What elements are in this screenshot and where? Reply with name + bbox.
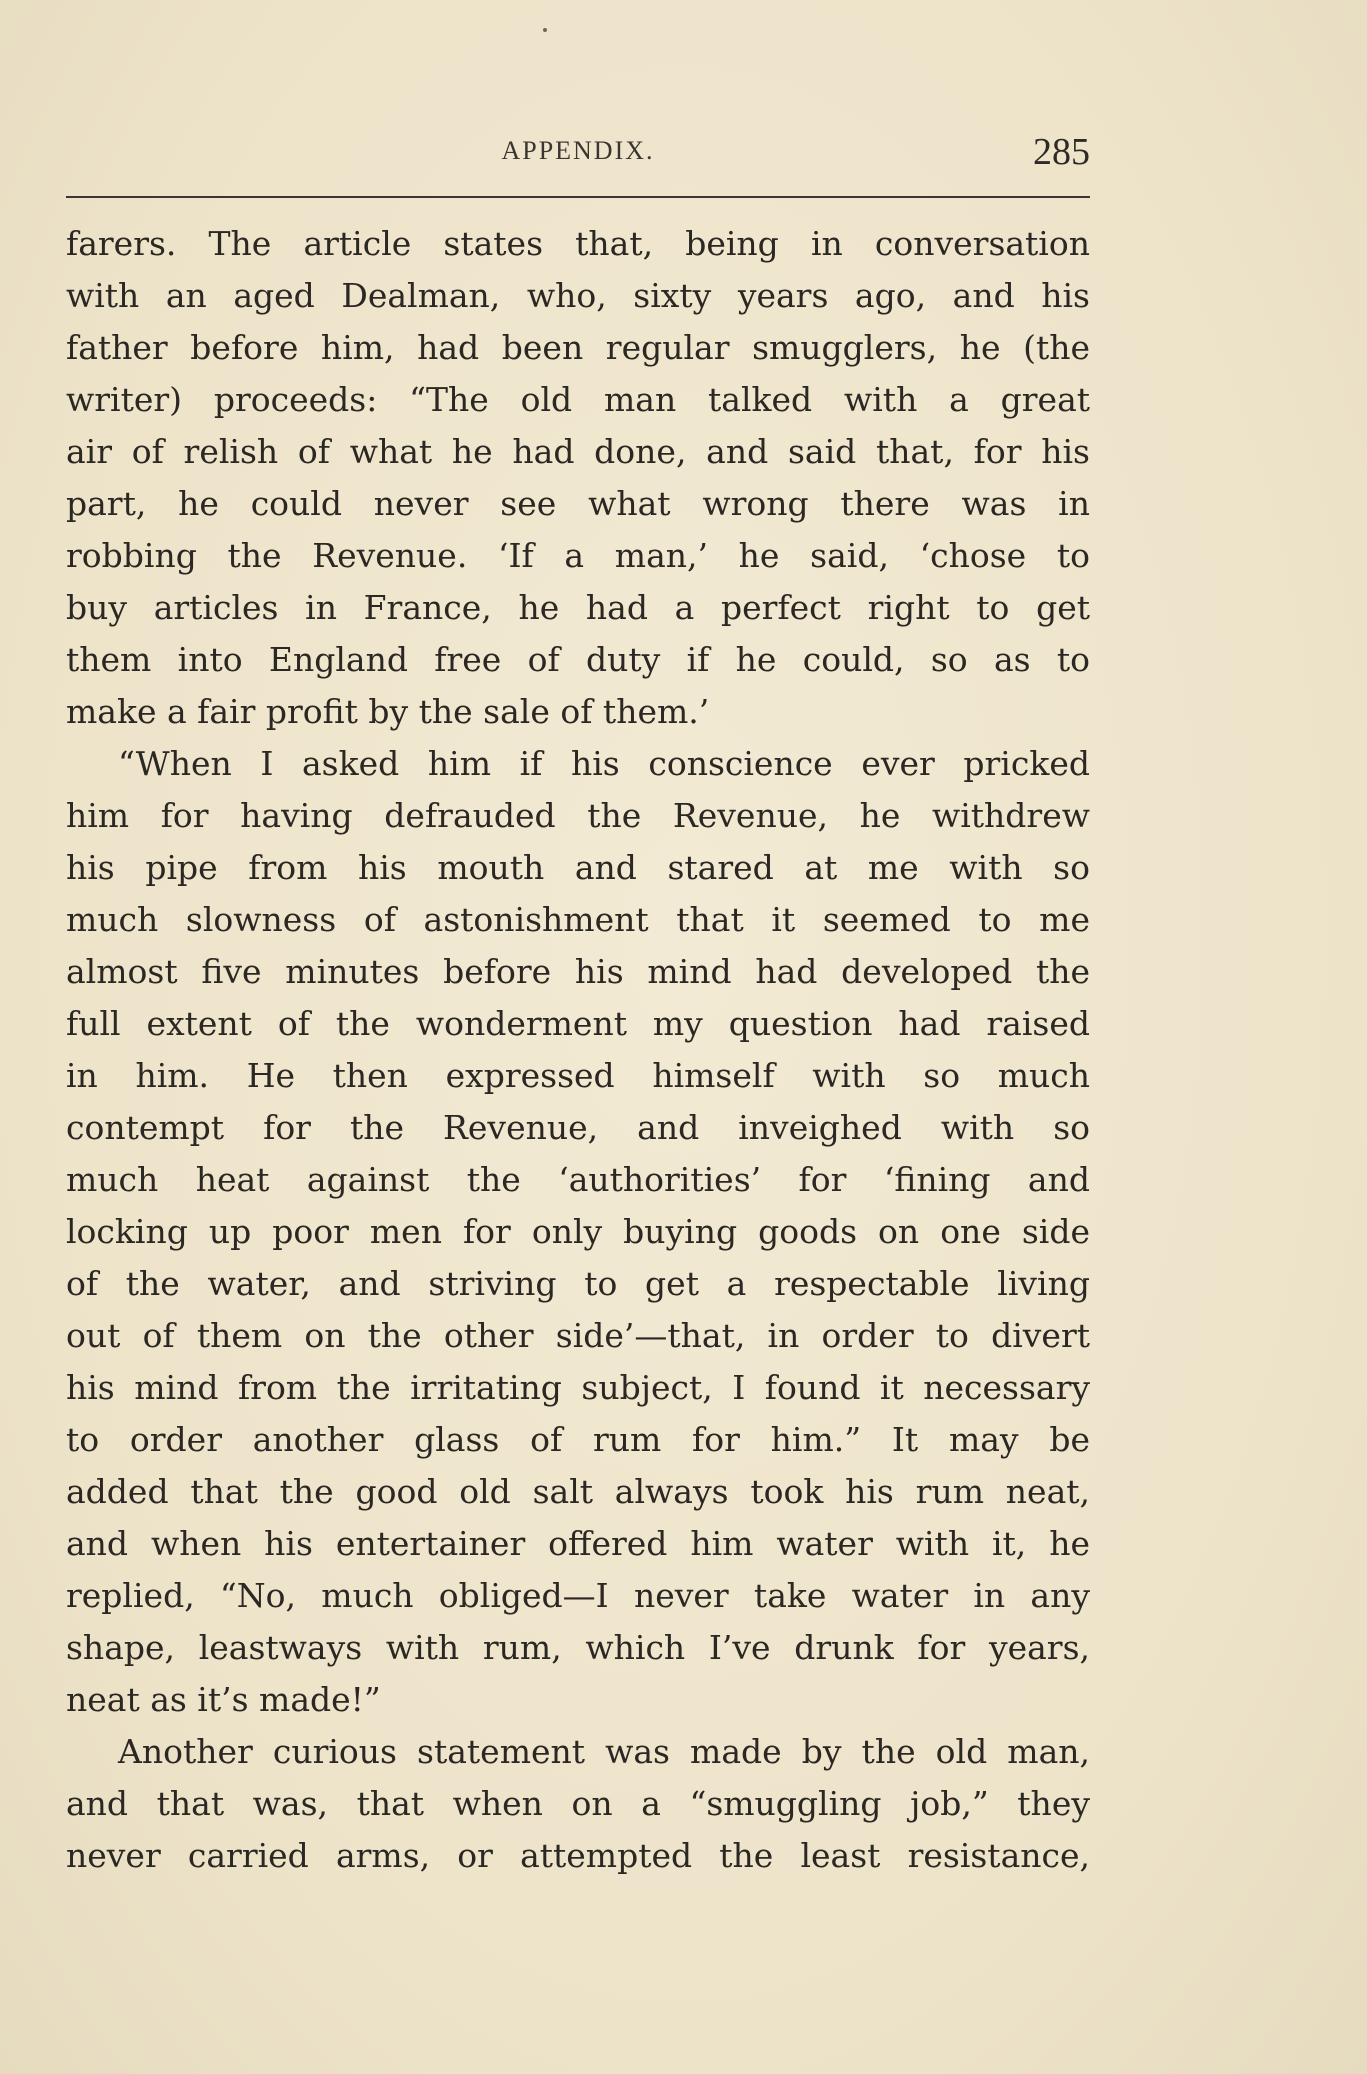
text-line: make a fair profit by the sale of them.’: [66, 692, 710, 731]
text-line: neat as it’s made!”: [66, 1680, 381, 1719]
text-line: and when his entertainer offered him water with it, he: [66, 1524, 1090, 1563]
text-line: him for having defrauded the Revenue, he withdrew: [66, 796, 1090, 835]
text-line: his pipe from his mouth and stared at me with so: [66, 848, 1090, 887]
text-line: locking up poor men for only buying goods on one side: [66, 1212, 1090, 1251]
text-line: robbing the Revenue. ‘If a man,’ he said, ‘chose to: [66, 536, 1090, 575]
text-line: much heat against the ‘authorities’ for ‘fining and: [66, 1160, 1090, 1199]
text-line: air of relish of what he had done, and said that, for his: [66, 432, 1090, 471]
text-line: farers. The article states that, being in conversation: [66, 224, 1090, 263]
text-line: Another curious statement was made by the old man,: [118, 1732, 1090, 1771]
text-line: in him. He then expressed himself with so much: [66, 1056, 1090, 1095]
page-number: 285: [1033, 131, 1090, 173]
text-line: shape, leastways with rum, which I’ve drunk for years,: [66, 1628, 1090, 1667]
text-line: them into England free of duty if he could, so as to: [66, 640, 1090, 679]
text-line: and that was, that when on a “smuggling job,” they: [66, 1784, 1090, 1823]
running-head: APPENDIX.: [501, 136, 655, 165]
header-rule: [66, 196, 1090, 198]
text-line: his mind from the irritating subject, I found it necessary: [66, 1368, 1090, 1407]
text-line: full extent of the wonderment my question had raised: [66, 1004, 1090, 1043]
text-line: replied, “No, much obliged—I never take water in any: [66, 1576, 1090, 1615]
text-line: almost five minutes before his mind had developed the: [66, 952, 1090, 991]
text-line: of the water, and striving to get a respectable living: [66, 1264, 1090, 1303]
text-line: out of them on the other side’—that, in order to divert: [66, 1316, 1090, 1355]
text-line: with an aged Dealman, who, sixty years ago, and his: [66, 276, 1090, 315]
text-line: writer) proceeds: “The old man talked with a great: [66, 380, 1090, 419]
text-line: never carried arms, or attempted the least resistance,: [66, 1836, 1090, 1875]
text-line: buy articles in France, he had a perfect right to get: [66, 588, 1090, 627]
text-line: contempt for the Revenue, and inveighed with so: [66, 1108, 1090, 1147]
text-line: to order another glass of rum for him.” It may be: [66, 1420, 1090, 1459]
text-line: added that the good old salt always took his rum neat,: [66, 1472, 1090, 1511]
text-line: father before him, had been regular smugglers, he (the: [66, 328, 1090, 367]
body-text: [66, 218, 1090, 1882]
page-header: [66, 130, 1090, 178]
text-line: “When I asked him if his conscience ever pricked: [118, 744, 1090, 783]
text-line: much slowness of astonishment that it seemed to me: [66, 900, 1090, 939]
ink-speck: [543, 28, 547, 32]
text-line: part, he could never see what wrong there was in: [66, 484, 1090, 523]
